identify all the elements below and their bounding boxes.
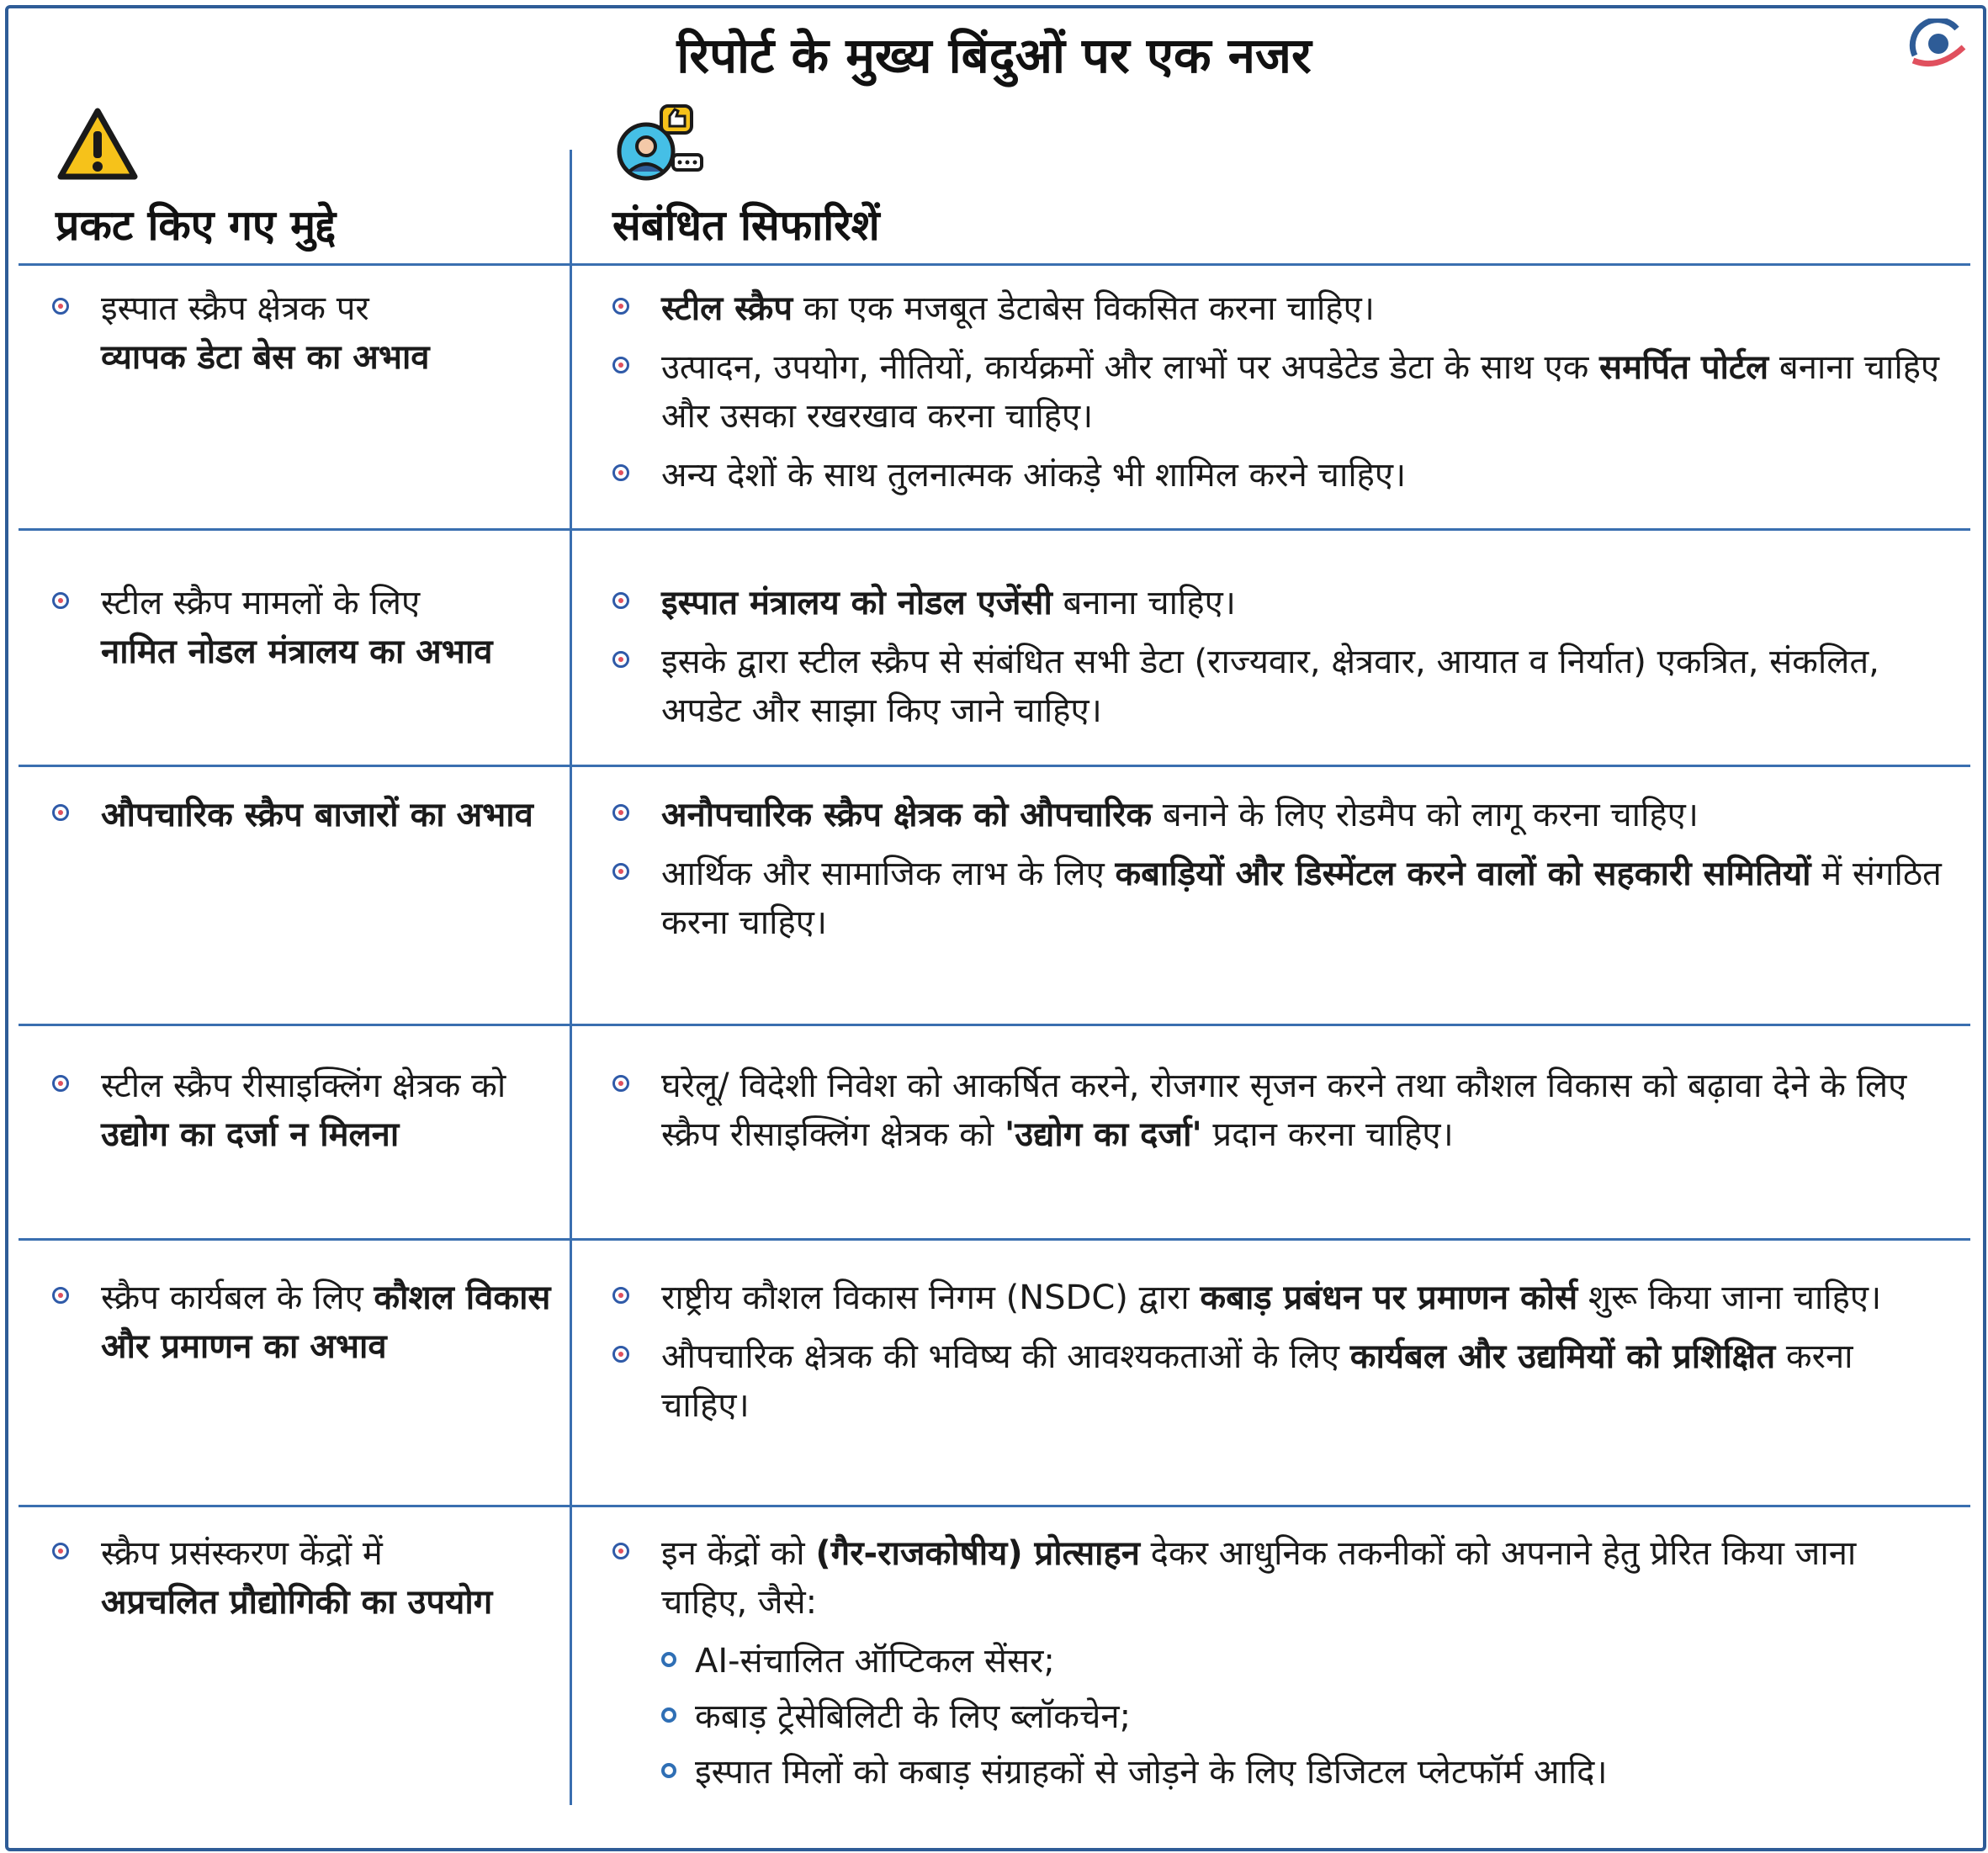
bullet-icon [612,1287,629,1304]
bullet-icon [612,1543,629,1559]
list-item: स्टील स्क्रैप रीसाइक्लिंग क्षेत्रक को उद्योग का दर्जा न मिलना [52,1062,557,1159]
list-item: स्टील स्क्रैप का एक मजबूत डेटाबेस विकसित करना चाहिए। [612,284,1942,333]
list-item: औपचारिक स्क्रैप बाजारों का अभाव [52,791,557,839]
recommendation-cell [612,579,1942,745]
row-divider [19,1505,1970,1507]
bullet-icon [52,1287,69,1304]
bullet-icon [612,1346,629,1363]
circle-bullet-icon [661,1652,676,1667]
bullet-icon [52,1543,69,1559]
list-item: औपचारिक क्षेत्रक की भविष्य की आवश्यकताओं के लिए कार्यबल और उद्यमियों को प्रशिक्षित करना चाहिए। [612,1332,1942,1430]
list-item: अनौपचारिक स्क्रैप क्षेत्रक को औपचारिक बनाने के लिए रोडमैप को लागू करना चाहिए। [612,791,1942,839]
list-item: इस्पात मंत्रालय को नोडल एजेंसी बनाना चाहिए। [612,579,1942,627]
page-title: रिपोर्ट के मुख्य बिंदुओं पर एक नजर [676,27,1312,84]
list-item: अन्य देशों के साथ तुलनात्मक आंकड़े भी शामिल करने चाहिए। [612,451,1942,500]
issue-cell [52,1273,557,1381]
recommendation-cell [612,791,1942,957]
bullet-icon [52,592,69,609]
warning-icon [56,106,140,183]
sub-list-item: AI-संचालित ऑप्टिकल सेंसर; [612,1637,1942,1686]
recommendation-cell [612,284,1942,510]
issues-column-header: प्रकट किए गए मुद्दे [56,201,337,250]
circle-bullet-icon [661,1707,676,1723]
sub-list-item: कबाड़ ट्रेसेबिलिटी के लिए ब्लॉकचेन; [612,1692,1942,1741]
row-divider [19,528,1970,531]
recommendation-cell [612,1273,1942,1440]
issue-cell [52,579,557,686]
row-divider [19,263,1970,266]
list-item: उत्पादन, उपयोग, नीतियों, कार्यक्रमों और लाभों पर अपडेटेड डेटा के साथ एक समर्पित पोर्टल बनाना चाहिए और उसका रखरखाव करना चाहिए। [612,343,1942,441]
bullet-icon [52,298,69,315]
bullet-icon [612,298,629,315]
bullet-icon [52,804,69,821]
list-item: घरेलू/ विदेशी निवेश को आकर्षित करने, रोजगार सृजन करने तथा कौशल विकास को बढ़ावा देने के लिए स्क्रैप रीसाइक्लिंग क्षेत्रक को 'उद्योग का दर्जा' प्रदान करना चाहिए। [612,1062,1942,1159]
list-item: इसके द्वारा स्टील स्क्रैप से संबंधित सभी डेटा (राज्यवार, क्षेत्रवार, आयात व निर्यात) एकत्रित, संकलित, अपडेट और साझा किए जाने चाहिए। [612,638,1942,735]
logo-icon [1908,19,1969,72]
list-item: स्क्रैप प्रसंस्करण केंद्रों में अप्रचलित प्रौद्योगिकी का उपयोग [52,1529,557,1627]
list-item: इस्पात स्क्रैप क्षेत्रक पर व्यापक डेटा बेस का अभाव [52,284,557,382]
recommendations-column-header: संबंधित सिफारिशें [612,201,880,250]
issue-cell [52,1062,557,1169]
row-divider [19,1024,1970,1026]
bullet-icon [612,464,629,481]
row-divider [19,1238,1970,1241]
list-item: आर्थिक और सामाजिक लाभ के लिए कबाड़ियों और डिस्मेंटल करने वालों को सहकारी समितियों में संगठित करना चाहिए। [612,850,1942,947]
issue-cell [52,791,557,850]
recommendation-cell [612,1529,1942,1803]
bullet-icon [612,592,629,609]
bullet-icon [612,357,629,373]
list-item: स्क्रैप कार्यबल के लिए कौशल विकास और प्रमाणन का अभाव [52,1273,557,1371]
bullet-icon [612,863,629,880]
sub-list-item: इस्पात मिलों को कबाड़ संग्राहकों से जोड़ने के लिए डिजिटल प्लेटफॉर्म आदि। [612,1748,1942,1797]
bullet-icon [612,1075,629,1092]
bullet-icon [612,804,629,821]
issue-cell [52,284,557,392]
bullet-icon [612,651,629,668]
bullet-icon [52,1075,69,1092]
feedback-icon [612,101,705,185]
circle-bullet-icon [661,1763,676,1778]
column-divider [570,150,572,1805]
recommendation-cell [612,1062,1942,1169]
list-item: इन केंद्रों को (गैर-राजकोषीय) प्रोत्साहन देकर आधुनिक तकनीकों को अपनाने हेतु प्रेरित किया जाना चाहिए, जैसे: [612,1529,1942,1627]
issue-cell [52,1529,557,1637]
list-item: स्टील स्क्रैप मामलों के लिए नामित नोडल मंत्रालय का अभाव [52,579,557,676]
list-item: राष्ट्रीय कौशल विकास निगम (NSDC) द्वारा कबाड़ प्रबंधन पर प्रमाणन कोर्स शुरू किया जाना चाहिए। [612,1273,1942,1322]
row-divider [19,765,1970,767]
